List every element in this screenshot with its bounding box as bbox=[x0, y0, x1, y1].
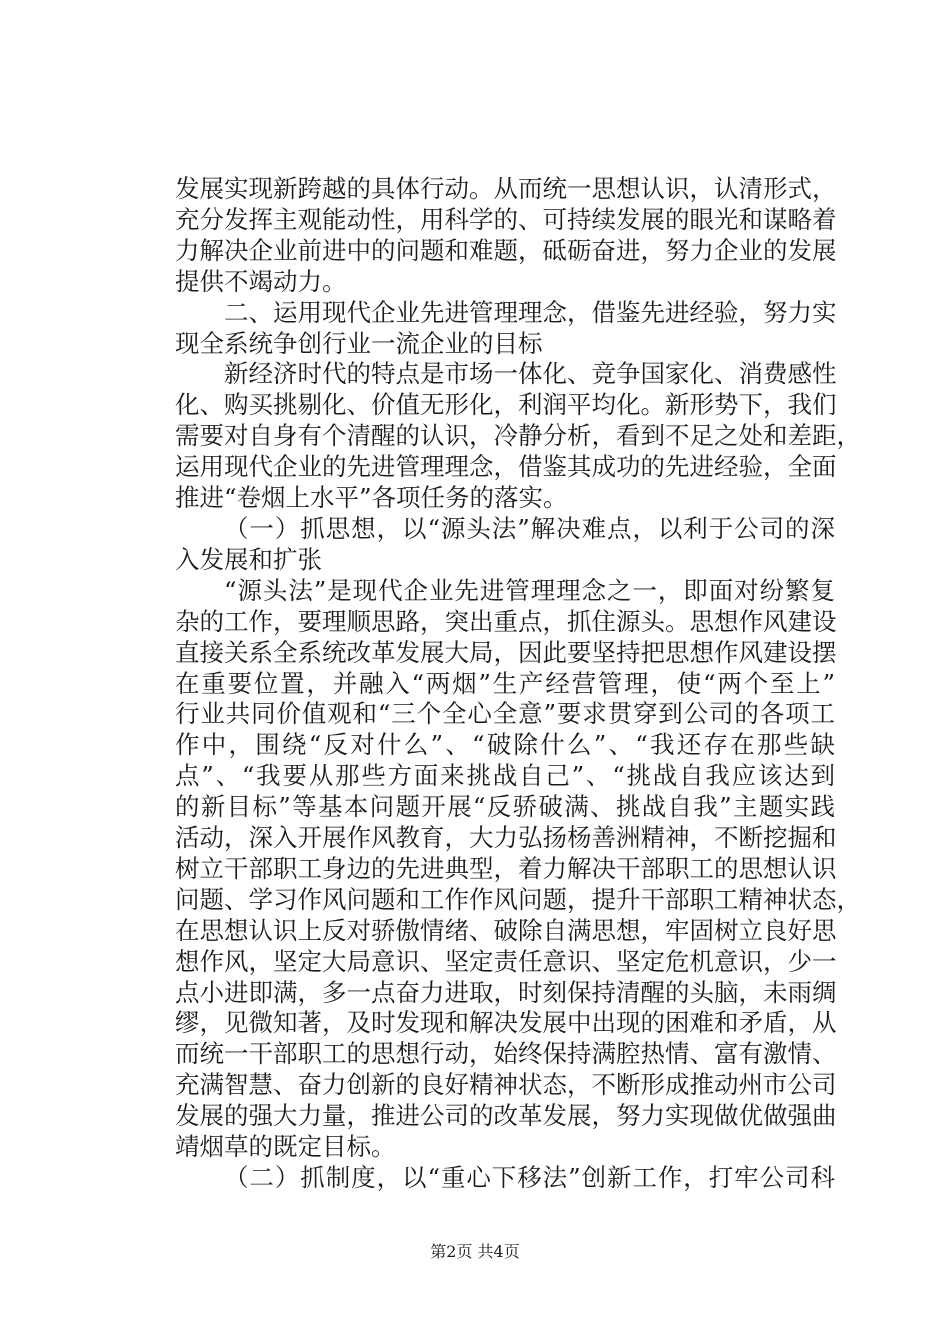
text-line: 树立干部职工身边的先进典型，着力解决干部职工的思想认识 bbox=[175, 853, 837, 883]
text-line: （二）抓制度，以“重心下移法”创新工作，打牢公司科 bbox=[224, 1163, 835, 1192]
text-line: 二、运用现代企业先进管理理念，借鉴先进经验，努力实 bbox=[224, 297, 837, 327]
text-line: 的新目标”等基本问题开展“反骄破满、挑战自我”主题实践 bbox=[175, 792, 835, 822]
text-line: 力解决企业前进中的问题和难题，砥砺奋进，努力企业的发展 bbox=[175, 235, 837, 265]
text-line: 充分发挥主观能动性，用科学的、可持续发展的眼光和谋略着 bbox=[175, 204, 837, 234]
text-line: 发展的强大力量，推进公司的改革发展，努力实现做优做强曲 bbox=[175, 1101, 837, 1131]
text-line: 点”、“我要从那些方面来挑战自己”、“挑战自我应该达到 bbox=[175, 761, 835, 791]
text-line: 新经济时代的特点是市场一体化、竞争国家化、消费感性 bbox=[224, 359, 837, 389]
text-line: 点小进即满，多一点奋力进取，时刻保持清醒的头脑，未雨绸 bbox=[175, 977, 837, 1007]
text-line: 作中，围绕“反对什么”、“破除什么”、“我还存在那些缺 bbox=[175, 730, 835, 760]
text-line: 问题、学习作风问题和工作作风问题，提升干部职工精神状态， bbox=[175, 884, 861, 914]
text-line: 提供不竭动力。 bbox=[175, 266, 347, 296]
page-footer: 第2页 共4页 bbox=[430, 1242, 520, 1261]
text-line: 现全系统争创行业一流企业的目标 bbox=[175, 328, 543, 358]
text-line: 需要对自身有个清醒的认识，冷静分析，看到不足之处和差距， bbox=[175, 421, 861, 451]
text-line: 运用现代企业的先进管理理念，借鉴其成功的先进经验，全面 bbox=[175, 452, 837, 482]
text-line: 化、购买挑剔化、价值无形化，利润平均化。新形势下，我们 bbox=[175, 390, 837, 420]
text-line: 行业共同价值观和“三个全心全意”要求贯穿到公司的各项工 bbox=[175, 699, 835, 729]
text-line: 活动，深入开展作风教育，大力弘扬杨善洲精神，不断挖掘和 bbox=[175, 823, 837, 853]
text-line: （一）抓思想，以“源头法”解决难点，以利于公司的深 bbox=[224, 513, 835, 543]
text-line: 杂的工作，要理顺思路，突出重点，抓住源头。思想作风建设 bbox=[175, 606, 837, 636]
text-line: 靖烟草的既定目标。 bbox=[175, 1132, 396, 1162]
text-line: 充满智慧、奋力创新的良好精神状态，不断形成推动州市公司 bbox=[175, 1070, 837, 1100]
text-line: 发展实现新跨越的具体行动。从而统一思想认识，认清形式， bbox=[175, 174, 837, 203]
text-line: “源头法”是现代企业先进管理理念之一，即面对纷繁复 bbox=[224, 575, 835, 605]
text-line: 想作风，坚定大局意识、坚定责任意识、坚定危机意识，少一 bbox=[175, 946, 837, 976]
text-line: 直接关系全系统改革发展大局，因此要坚持把思想作风建设摆 bbox=[175, 637, 837, 667]
text-line: 而统一干部职工的思想行动，始终保持满腔热情、富有激情、 bbox=[175, 1039, 837, 1069]
text-line: 缪，见微知著，及时发现和解决发展中出现的困难和矛盾，从 bbox=[175, 1008, 837, 1038]
text-line: 入发展和扩张 bbox=[175, 544, 322, 574]
body-text bbox=[175, 174, 861, 1194]
text-line: 推进“卷烟上水平”各项任务的落实。 bbox=[175, 483, 568, 513]
text-line: 在思想认识上反对骄傲情绪、破除自满思想，牢固树立良好思 bbox=[175, 915, 837, 945]
text-line: 在重要位置，并融入“两烟”生产经营管理，使“两个至上” bbox=[175, 668, 835, 698]
